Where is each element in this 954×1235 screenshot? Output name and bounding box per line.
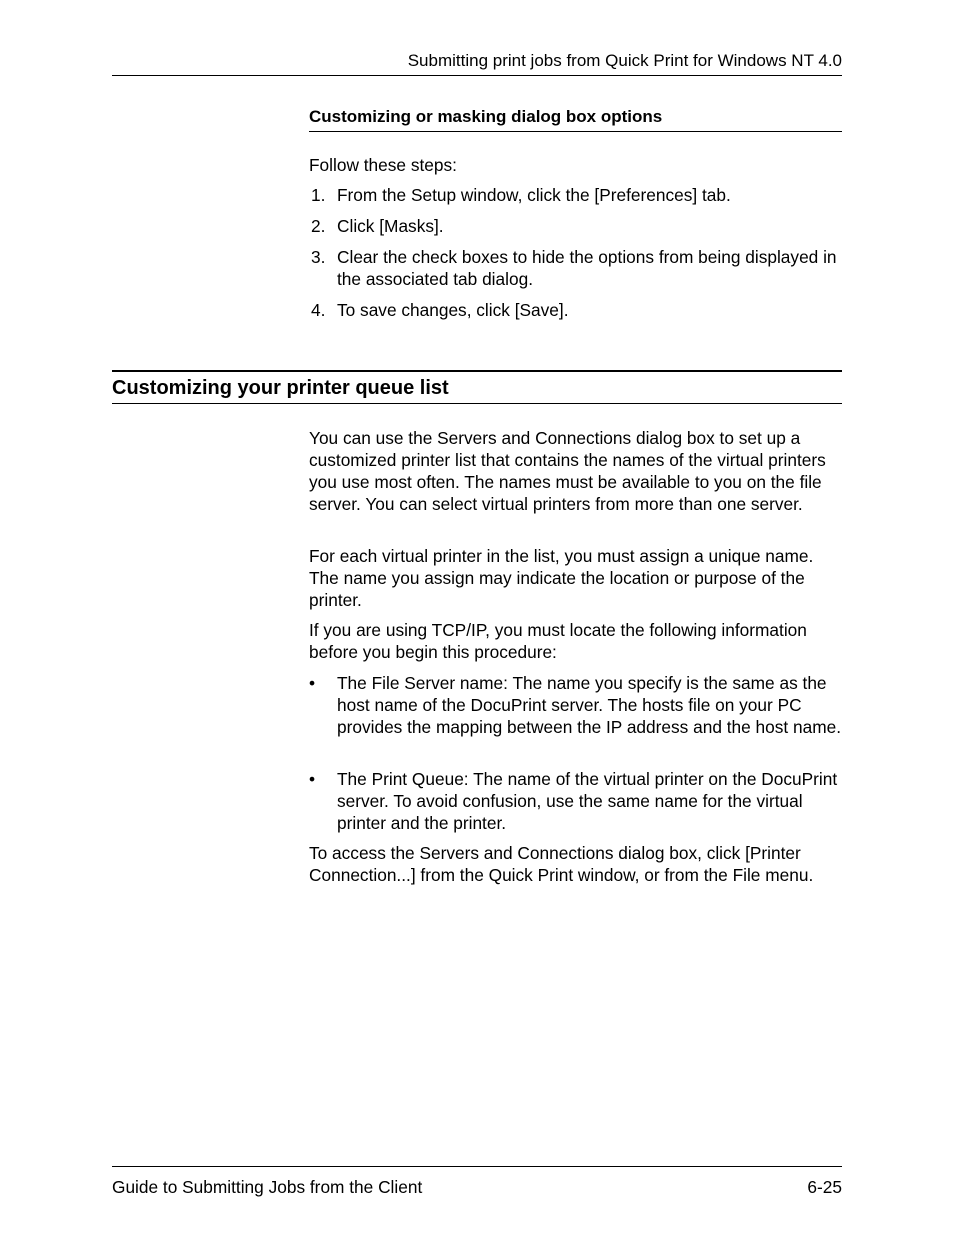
bullet-symbol: • bbox=[309, 673, 316, 693]
step-text: To save changes, click [Save]. bbox=[337, 300, 569, 320]
step-number: 4. bbox=[311, 300, 326, 320]
step-text: Clear the check boxes to hide the options from being displayed in the associated tab dialog. bbox=[337, 247, 837, 289]
step-number: 2. bbox=[311, 216, 326, 236]
step-number: 3. bbox=[311, 247, 326, 267]
section-bottom-rule bbox=[112, 403, 842, 404]
footer-title: Guide to Submitting Jobs from the Client bbox=[112, 1177, 423, 1197]
bullet-symbol: • bbox=[309, 769, 316, 789]
bullet-text: The File Server name: The name you specify is the same as the host name of the DocuPrint server. The hosts file on your PC provides the mapping between the IP address and the host name. bbox=[337, 673, 842, 737]
subsection-rule bbox=[309, 131, 842, 132]
paragraph: You can use the Servers and Connections dialog box to set up a customized printer list that contains the names of the virtual printers you use most often. The names must be available to you on the file server. You can select virtual printers from more than one server. bbox=[309, 428, 826, 514]
subsection-heading: Customizing or masking dialog box options bbox=[309, 107, 663, 126]
step-text: Click [Masks]. bbox=[337, 216, 444, 236]
paragraph: To access the Servers and Connections dialog box, click [Printer Connection...] from the Quick Print window, or from the File menu. bbox=[309, 843, 814, 885]
steps-intro: Follow these steps: bbox=[309, 155, 457, 175]
page-number: 6-25 bbox=[807, 1177, 842, 1197]
running-header: Submitting print jobs from Quick Print for Windows NT 4.0 bbox=[407, 51, 842, 70]
bullet-text: The Print Queue: The name of the virtual printer on the DocuPrint server. To avoid confusion, use the same name for the virtual printer and the printer. bbox=[337, 769, 838, 833]
step-text: From the Setup window, click the [Preferences] tab. bbox=[337, 185, 731, 205]
paragraph: If you are using TCP/IP, you must locate the following information before you begin this procedure: bbox=[309, 620, 807, 662]
footer-rule bbox=[112, 1166, 842, 1167]
paragraph: For each virtual printer in the list, you must assign a unique name. The name you assign may indicate the location or purpose of the printer. bbox=[309, 546, 814, 610]
step-number: 1. bbox=[311, 185, 326, 205]
section-top-rule bbox=[112, 370, 842, 372]
section-heading: Customizing your printer queue list bbox=[112, 377, 449, 399]
header-rule bbox=[112, 75, 842, 76]
